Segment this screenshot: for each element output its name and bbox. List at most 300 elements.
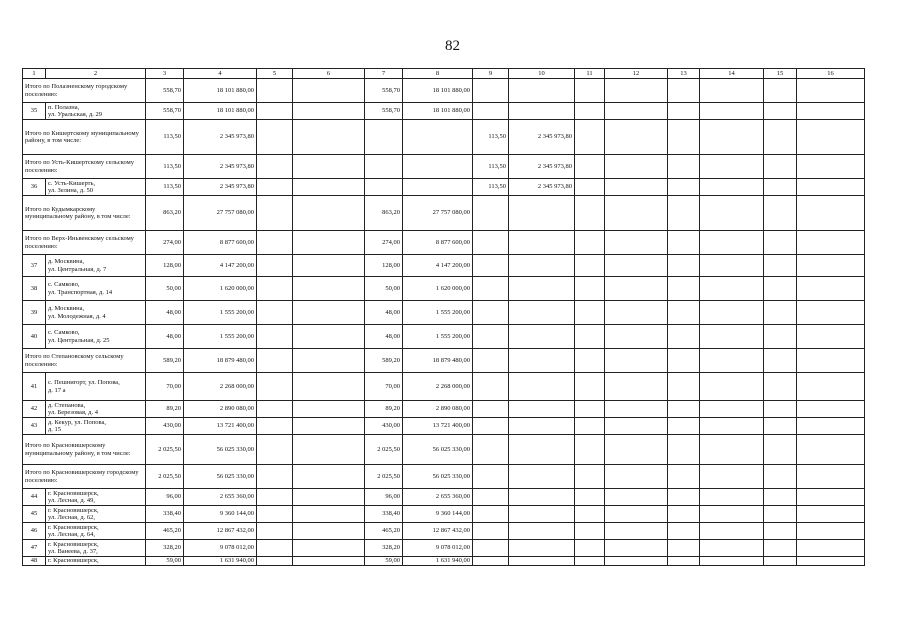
cell-col14 — [700, 325, 764, 349]
cell-col10 — [509, 255, 575, 277]
cell-col6 — [293, 231, 365, 255]
subtotal-label: Итого по Красновишерскому городскому поселению: — [23, 465, 146, 489]
cell-col3: 96,00 — [146, 489, 184, 506]
address-cell — [46, 401, 146, 418]
cell-col4: 1 555 200,00 — [184, 325, 257, 349]
cell-col11 — [575, 179, 605, 196]
cell-col10 — [509, 435, 575, 465]
subtotal-label: Итого по Кудымкарскому муниципальному району, в том числе: — [23, 196, 146, 231]
cell-col15 — [764, 196, 797, 231]
table-row — [23, 255, 865, 277]
cell-col8: 2 655 360,00 — [403, 489, 473, 506]
cell-col10 — [509, 325, 575, 349]
cell-col3: 48,00 — [146, 301, 184, 325]
subtotal-row — [23, 120, 865, 155]
cell-col6 — [293, 418, 365, 435]
cell-col11 — [575, 373, 605, 401]
table-row — [23, 301, 865, 325]
row-number: 47 — [23, 540, 46, 557]
cell-col5 — [257, 103, 293, 120]
cell-col12 — [605, 349, 668, 373]
cell-col9: 113,50 — [473, 179, 509, 196]
row-number: 39 — [23, 301, 46, 325]
cell-col12 — [605, 231, 668, 255]
cell-col16 — [797, 325, 865, 349]
cell-col15 — [764, 255, 797, 277]
table-row — [23, 277, 865, 301]
cell-col3: 2 025,50 — [146, 465, 184, 489]
cell-col15 — [764, 120, 797, 155]
cell-col6 — [293, 540, 365, 557]
cell-col11 — [575, 231, 605, 255]
cell-col9: 113,50 — [473, 155, 509, 179]
cell-col14 — [700, 349, 764, 373]
cell-col7: 465,20 — [365, 523, 403, 540]
cell-col3: 863,20 — [146, 196, 184, 231]
cell-col6 — [293, 301, 365, 325]
cell-col3: 113,50 — [146, 155, 184, 179]
subtotal-row — [23, 196, 865, 231]
cell-col7: 338,40 — [365, 506, 403, 523]
cell-col14 — [700, 179, 764, 196]
address-line-2: ул. Лесная, д. 62, — [48, 514, 96, 521]
cell-col14 — [700, 523, 764, 540]
cell-col4: 2 345 973,80 — [184, 120, 257, 155]
table-row — [23, 523, 865, 540]
cell-col3: 274,00 — [146, 231, 184, 255]
cell-col14 — [700, 540, 764, 557]
cell-col7: 2 025,50 — [365, 435, 403, 465]
cell-col15 — [764, 301, 797, 325]
cell-col15 — [764, 540, 797, 557]
cell-col15 — [764, 79, 797, 103]
address-line-2: ул. Ванеева, д. 37, — [48, 548, 98, 555]
cell-col12 — [605, 79, 668, 103]
cell-col6 — [293, 523, 365, 540]
cell-col3: 558,70 — [146, 103, 184, 120]
cell-col5 — [257, 523, 293, 540]
cell-col15 — [764, 418, 797, 435]
cell-col4: 9 078 012,00 — [184, 540, 257, 557]
address-cell — [46, 325, 146, 349]
cell-col8: 56 025 330,00 — [403, 435, 473, 465]
cell-col8: 18 101 880,00 — [403, 103, 473, 120]
cell-col4: 2 890 080,00 — [184, 401, 257, 418]
cell-col13 — [668, 255, 700, 277]
cell-col5 — [257, 418, 293, 435]
header-row — [23, 69, 865, 79]
cell-col15 — [764, 557, 797, 566]
address-line-1: с. Самково, — [48, 281, 80, 289]
cell-col13 — [668, 401, 700, 418]
address-line-1: с. Самково, — [48, 329, 80, 337]
cell-col7: 328,20 — [365, 540, 403, 557]
address-cell — [46, 373, 146, 401]
cell-col10 — [509, 79, 575, 103]
cell-col10 — [509, 540, 575, 557]
cell-col8 — [403, 179, 473, 196]
cell-col14 — [700, 301, 764, 325]
cell-col10: 2 345 973,80 — [509, 120, 575, 155]
cell-col7 — [365, 155, 403, 179]
cell-col7: 96,00 — [365, 489, 403, 506]
column-header: 7 — [365, 69, 403, 79]
address-line-1: г. Красновишерск, — [48, 523, 99, 531]
cell-col3: 430,00 — [146, 418, 184, 435]
cell-col15 — [764, 401, 797, 418]
cell-col4: 8 877 600,00 — [184, 231, 257, 255]
column-header: 16 — [797, 69, 865, 79]
cell-col16 — [797, 373, 865, 401]
subtotal-label: Итого по Верх-Иньвенскому сельскому поселению: — [23, 231, 146, 255]
address-line-2: д. 15 — [48, 426, 62, 433]
cell-col6 — [293, 489, 365, 506]
cell-col3: 50,00 — [146, 277, 184, 301]
cell-col9 — [473, 196, 509, 231]
cell-col16 — [797, 435, 865, 465]
cell-col5 — [257, 79, 293, 103]
cell-col16 — [797, 277, 865, 301]
cell-col8: 18 101 880,00 — [403, 79, 473, 103]
cell-col7: 50,00 — [365, 277, 403, 301]
address-line-2: ул. Зелина, д. 50 — [48, 187, 93, 194]
cell-col4: 27 757 080,00 — [184, 196, 257, 231]
cell-col10 — [509, 401, 575, 418]
cell-col11 — [575, 349, 605, 373]
cell-col12 — [605, 506, 668, 523]
cell-col5 — [257, 373, 293, 401]
cell-col16 — [797, 155, 865, 179]
cell-col8: 8 877 600,00 — [403, 231, 473, 255]
subtotal-label: Итого по Кишертскому муниципальному району, в том числе: — [23, 120, 146, 155]
cell-col4: 13 721 400,00 — [184, 418, 257, 435]
cell-col7: 128,00 — [365, 255, 403, 277]
cell-col5 — [257, 325, 293, 349]
cell-col8: 27 757 080,00 — [403, 196, 473, 231]
cell-col8: 1 555 200,00 — [403, 301, 473, 325]
cell-col15 — [764, 231, 797, 255]
cell-col8: 1 631 940,00 — [403, 557, 473, 566]
table-row — [23, 325, 865, 349]
cell-col11 — [575, 489, 605, 506]
cell-col16 — [797, 196, 865, 231]
cell-col16 — [797, 103, 865, 120]
cell-col9 — [473, 506, 509, 523]
column-header: 3 — [146, 69, 184, 79]
address-line-2: ул. Березовая, д. 4 — [48, 409, 98, 416]
cell-col12 — [605, 196, 668, 231]
cell-col7: 274,00 — [365, 231, 403, 255]
cell-col8: 9 360 144,00 — [403, 506, 473, 523]
cell-col14 — [700, 373, 764, 401]
address-line-1: г. Красновишерск, — [48, 506, 99, 514]
cell-col14 — [700, 277, 764, 301]
cell-col10 — [509, 196, 575, 231]
column-header: 6 — [293, 69, 365, 79]
cell-col6 — [293, 277, 365, 301]
cell-col14 — [700, 418, 764, 435]
subtotal-row — [23, 231, 865, 255]
cell-col11 — [575, 301, 605, 325]
cell-col3: 2 025,50 — [146, 435, 184, 465]
cell-col8 — [403, 120, 473, 155]
cell-col9 — [473, 557, 509, 566]
cell-col5 — [257, 196, 293, 231]
cell-col15 — [764, 103, 797, 120]
cell-col12 — [605, 523, 668, 540]
cell-col9 — [473, 401, 509, 418]
cell-col11 — [575, 155, 605, 179]
cell-col4: 18 101 880,00 — [184, 103, 257, 120]
cell-col16 — [797, 179, 865, 196]
cell-col8: 18 879 480,00 — [403, 349, 473, 373]
column-header: 14 — [700, 69, 764, 79]
address-cell — [46, 179, 146, 196]
cell-col16 — [797, 540, 865, 557]
cell-col14 — [700, 401, 764, 418]
row-number: 41 — [23, 373, 46, 401]
cell-col16 — [797, 349, 865, 373]
table-row — [23, 540, 865, 557]
cell-col5 — [257, 277, 293, 301]
table-row — [23, 373, 865, 401]
address-line-1: д. Кекур, ул. Попова, — [48, 418, 106, 426]
cell-col5 — [257, 401, 293, 418]
cell-col11 — [575, 120, 605, 155]
cell-col7: 89,20 — [365, 401, 403, 418]
cell-col14 — [700, 79, 764, 103]
column-header: 4 — [184, 69, 257, 79]
address-line-1: г. Красновишерск, — [48, 540, 99, 548]
subtotal-row — [23, 465, 865, 489]
cell-col6 — [293, 506, 365, 523]
cell-col12 — [605, 325, 668, 349]
cell-col15 — [764, 349, 797, 373]
cell-col4: 9 360 144,00 — [184, 506, 257, 523]
row-number: 44 — [23, 489, 46, 506]
cell-col8: 2 268 000,00 — [403, 373, 473, 401]
cell-col12 — [605, 301, 668, 325]
cell-col9 — [473, 325, 509, 349]
cell-col5 — [257, 506, 293, 523]
subtotal-label: Итого по Полазненскому городскому поселению: — [23, 79, 146, 103]
cell-col10 — [509, 277, 575, 301]
cell-col4: 2 345 973,80 — [184, 179, 257, 196]
cell-col16 — [797, 79, 865, 103]
cell-col4: 18 101 880,00 — [184, 79, 257, 103]
column-header: 2 — [46, 69, 146, 79]
cell-col8: 12 867 432,00 — [403, 523, 473, 540]
cell-col14 — [700, 196, 764, 231]
cell-col7 — [365, 120, 403, 155]
address-line-2: ул. Центральная, д. 7 — [48, 265, 107, 273]
cell-col9 — [473, 301, 509, 325]
cell-col6 — [293, 179, 365, 196]
cell-col10 — [509, 349, 575, 373]
cell-col9 — [473, 79, 509, 103]
cell-col3: 465,20 — [146, 523, 184, 540]
cell-col10 — [509, 557, 575, 566]
cell-col12 — [605, 120, 668, 155]
cell-col12 — [605, 418, 668, 435]
cell-col7: 558,70 — [365, 79, 403, 103]
address-line-1: д. Степанова, — [48, 401, 86, 409]
cell-col11 — [575, 540, 605, 557]
cell-col4: 18 879 480,00 — [184, 349, 257, 373]
cell-col10 — [509, 373, 575, 401]
table-row — [23, 557, 865, 566]
address-cell — [46, 489, 146, 506]
cell-col9 — [473, 255, 509, 277]
cell-col15 — [764, 179, 797, 196]
subtotal-label: Итого по Красновишерскому муниципальному району, в том числе: — [23, 435, 146, 465]
cell-col5 — [257, 435, 293, 465]
cell-col9 — [473, 231, 509, 255]
address-line-1: с. Пешнигорт, ул. Попова, — [48, 379, 120, 387]
cell-col9: 113,50 — [473, 120, 509, 155]
cell-col13 — [668, 540, 700, 557]
cell-col13 — [668, 79, 700, 103]
cell-col4: 1 631 940,00 — [184, 557, 257, 566]
cell-col14 — [700, 120, 764, 155]
cell-col12 — [605, 435, 668, 465]
row-number: 37 — [23, 255, 46, 277]
table-row — [23, 103, 865, 120]
cell-col4: 1 555 200,00 — [184, 301, 257, 325]
column-header: 13 — [668, 69, 700, 79]
cell-col7: 589,20 — [365, 349, 403, 373]
cell-col8: 1 555 200,00 — [403, 325, 473, 349]
cell-col16 — [797, 523, 865, 540]
address-line-1: г. Красновишерск, — [48, 557, 99, 565]
row-number: 42 — [23, 401, 46, 418]
address-cell — [46, 255, 146, 277]
cell-col6 — [293, 465, 365, 489]
cell-col10 — [509, 418, 575, 435]
cell-col5 — [257, 465, 293, 489]
cell-col16 — [797, 557, 865, 566]
cell-col14 — [700, 155, 764, 179]
address-line-2: ул. Лесная, д. 64, — [48, 531, 96, 538]
cell-col13 — [668, 103, 700, 120]
cell-col12 — [605, 465, 668, 489]
cell-col3: 128,00 — [146, 255, 184, 277]
cell-col13 — [668, 465, 700, 489]
cell-col3: 70,00 — [146, 373, 184, 401]
row-number: 43 — [23, 418, 46, 435]
cell-col3: 558,70 — [146, 79, 184, 103]
address-cell — [46, 301, 146, 325]
row-number: 35 — [23, 103, 46, 120]
cell-col11 — [575, 255, 605, 277]
cell-col13 — [668, 418, 700, 435]
row-number: 40 — [23, 325, 46, 349]
cell-col11 — [575, 401, 605, 418]
cell-col13 — [668, 196, 700, 231]
cell-col5 — [257, 155, 293, 179]
cell-col13 — [668, 120, 700, 155]
cell-col16 — [797, 120, 865, 155]
cell-col9 — [473, 465, 509, 489]
cell-col6 — [293, 120, 365, 155]
cell-col13 — [668, 231, 700, 255]
cell-col10 — [509, 489, 575, 506]
cell-col7: 558,70 — [365, 103, 403, 120]
cell-col16 — [797, 401, 865, 418]
cell-col11 — [575, 523, 605, 540]
cell-col14 — [700, 557, 764, 566]
cell-col6 — [293, 349, 365, 373]
cell-col7 — [365, 179, 403, 196]
cell-col8: 56 025 330,00 — [403, 465, 473, 489]
cell-col6 — [293, 435, 365, 465]
row-number: 48 — [23, 557, 46, 566]
table-row — [23, 489, 865, 506]
cell-col7: 430,00 — [365, 418, 403, 435]
cell-col15 — [764, 489, 797, 506]
cell-col10 — [509, 301, 575, 325]
cell-col12 — [605, 255, 668, 277]
column-header: 11 — [575, 69, 605, 79]
cell-col15 — [764, 506, 797, 523]
cell-col5 — [257, 489, 293, 506]
address-line-1: п. Полазна, — [48, 103, 80, 111]
cell-col6 — [293, 325, 365, 349]
address-cell — [46, 418, 146, 435]
column-header: 15 — [764, 69, 797, 79]
cell-col4: 2 268 000,00 — [184, 373, 257, 401]
cell-col7: 59,00 — [365, 557, 403, 566]
cell-col12 — [605, 401, 668, 418]
address-line-1: с. Усть-Кишерть, — [48, 179, 96, 187]
cell-col16 — [797, 489, 865, 506]
column-header: 5 — [257, 69, 293, 79]
address-cell — [46, 523, 146, 540]
row-number: 46 — [23, 523, 46, 540]
cell-col9 — [473, 277, 509, 301]
cell-col10 — [509, 523, 575, 540]
cell-col14 — [700, 506, 764, 523]
table-row — [23, 506, 865, 523]
cell-col13 — [668, 155, 700, 179]
cell-col11 — [575, 435, 605, 465]
cell-col12 — [605, 103, 668, 120]
cell-col12 — [605, 557, 668, 566]
cell-col16 — [797, 255, 865, 277]
cell-col10: 2 345 973,80 — [509, 179, 575, 196]
cell-col5 — [257, 557, 293, 566]
row-number: 45 — [23, 506, 46, 523]
cell-col13 — [668, 325, 700, 349]
cell-col14 — [700, 435, 764, 465]
cell-col16 — [797, 301, 865, 325]
data-table — [22, 68, 865, 566]
cell-col15 — [764, 325, 797, 349]
cell-col3: 113,50 — [146, 179, 184, 196]
cell-col16 — [797, 231, 865, 255]
cell-col12 — [605, 155, 668, 179]
cell-col5 — [257, 540, 293, 557]
cell-col12 — [605, 179, 668, 196]
cell-col11 — [575, 557, 605, 566]
cell-col11 — [575, 103, 605, 120]
address-cell — [46, 540, 146, 557]
cell-col13 — [668, 435, 700, 465]
cell-col8: 13 721 400,00 — [403, 418, 473, 435]
cell-col3: 338,40 — [146, 506, 184, 523]
cell-col9 — [473, 540, 509, 557]
cell-col4: 56 025 330,00 — [184, 435, 257, 465]
